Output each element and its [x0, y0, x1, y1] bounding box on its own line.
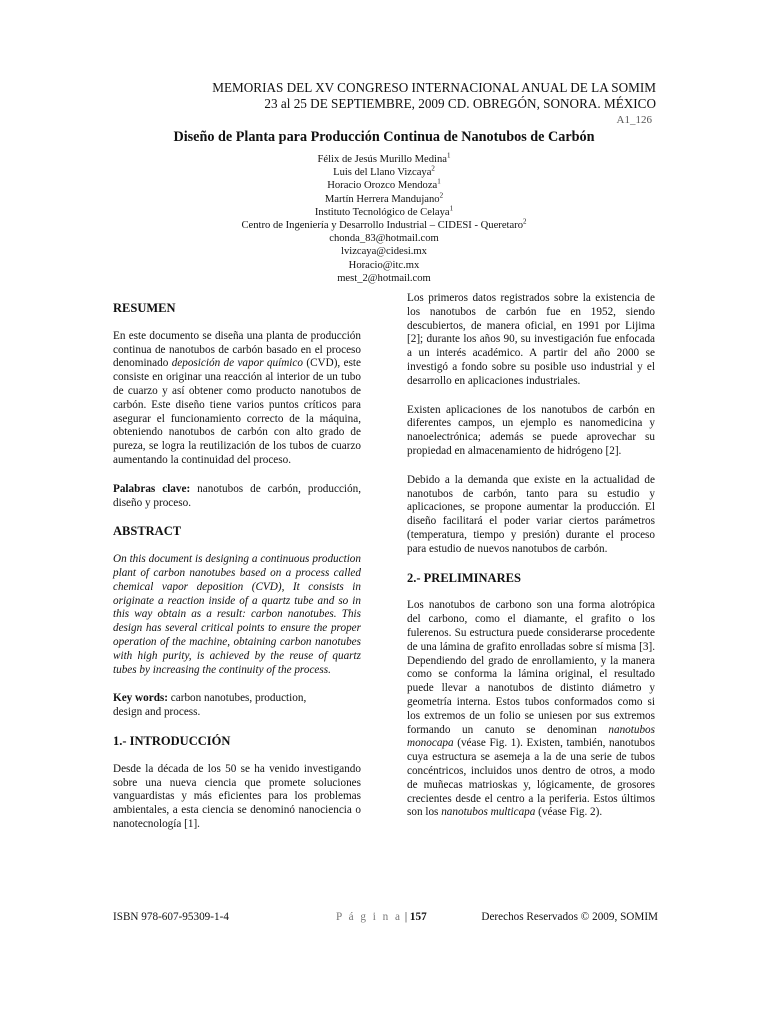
palabras-clave: Palabras clave: nanotubos de carbón, producción, diseño y proceso. — [113, 482, 361, 509]
paper-title: Diseño de Planta para Producción Continua de Nanotubos de Carbón — [173, 129, 595, 145]
conference-header — [212, 80, 656, 112]
introduccion-heading: 1.- INTRODUCCIÓN — [113, 733, 231, 748]
email-3: Horacio@itc.mx — [348, 259, 420, 271]
author-block — [0, 153, 768, 285]
right-paragraph-3: Debido a la demanda que existe en la actualidad de nanotubos de carbón, tanto para su estudio y aplicaciones, se propone aumentar la producción. El diseño facilitará el poder variar ciertos parámetros (temperatura, tiempo y presión) durante el proceso para estudio de nuevos nanotubos de carbón. — [407, 473, 655, 555]
email-1: chonda_83@hotmail.com — [329, 233, 439, 245]
affiliation-1: Instituto Tecnológico de Celaya$^1$ — [314, 204, 454, 218]
email-4: mest_2@hotmail.com — [337, 272, 431, 284]
resumen-paragraph: En este documento se diseña una planta de producción continua de nanotubos de carbón basado en el proceso denominado deposición de vapor químico (CVD), este consiste en originar una reacción al interior de un tubo de cuarzo y así obtener como producto nanotubos de carbón. Este diseño tiene varios puntos críticos para asegurar el funcionamiento correcto de la máquina, obteniendo nanotubos de carbón con alto grado de pureza, se logra la reutilización de los tubos de cuarzo aumentando la continuidad del proceso. — [113, 329, 361, 466]
author-2: Luis del Llano Vizcaya$^2$ — [333, 164, 435, 179]
affiliation-2: Centro de Ingeniería y Desarrollo Industrial – CIDESI - Queretaro$^2$ — [241, 217, 527, 232]
resumen-heading: RESUMEN — [113, 301, 176, 315]
copyright: Derechos Reservados © 2009, SOMIM — [481, 911, 658, 923]
author-4: Martín Herrera Mandujano$^2$ — [324, 191, 444, 205]
abstract-paragraph: On this document is designing a continuous production plant of carbon nanotubes based on a process called chemical vapor deposition (CVD), It consists in originate a reaction inside of a quartz tube and so in this way obtain as a result: carbon nanotubes. This design has several critical points to ensure the proper operation of the machine, obtaining carbon nanotubes with high purity, is achieved by the reuse of quartz tubes by increasing the continuity of the process. — [113, 553, 361, 676]
right-paragraph-1: Los primeros datos registrados sobre la existencia de los nanotubos de carbón fue en 1952, siendo descubiertos, de manera oficial, en 1991 por Lijima [2]; durante los años 90, su investigación fue enfocada a un interés académico. A partir del año 2000 se investigó a fondo sobre su posible uso industrial y el desarrollo en aplicaciones industriales. — [407, 292, 655, 387]
conference-title: MEMORIAS DEL XV CONGRESO INTERNACIONAL ANUAL DE LA SOMIM — [212, 80, 656, 95]
preliminares-paragraph: Los nanotubos de carbono son una forma alotrópica del carbono, como el diamante, el grafito o los fulerenos. Su estructura puede considerarse procedente de una lámina de grafito enrolladas sobre sí misma [3]. Dependiendo del grado de enrollamiento, y la manera como se conforma la lámina original, el resultado puede llevar a nanotubos de distinto diámetro y geometría interna. Estos tubos conformados como si los extremos de un folio se uniesen por sus extremos formando un canuto se denominan nanotubos monocapa (véase Fig. 1). Existen, también, nanotubos cuya estructura se asemeja a la de una serie de tubos concéntricos, incluidos unos dentro de otros, a modo de muñecas matrioskas y, lógicamente, de grosores crecientes desde el centro a la periferia. Estos últimos son los nanotubos multicapa (véase Fig. 2). — [407, 599, 655, 819]
introduccion-paragraph: Desde la década de los 50 se ha venido investigando sobre una nueva ciencia que promete soluciones vanguardistas y más eficientes para los problemas ambientales, a esta ciencia se denominó nanociencia o nanotecnología [1]. — [113, 762, 361, 830]
paper-code: A1_126 — [616, 114, 652, 126]
key-words: Key words: carbon nanotubes, production, design and process. — [113, 692, 307, 719]
page-number: 157 — [409, 911, 427, 923]
isbn: ISBN 978-607-95309-1-4 — [113, 911, 229, 923]
right-column — [407, 292, 655, 835]
preliminares-heading: 2.- PRELIMINARES — [407, 570, 521, 585]
right-paragraph-2: Existen aplicaciones de los nanotubos de carbón en diferentes campos, un ejemplo es nanomedicina y nanoelectrónica; además se puede aprovechar su propiedad en almacenamiento de hidrógeno [2]. — [407, 403, 655, 457]
conference-dates: 23 al 25 DE SEPTIEMBRE, 2009 CD. OBREGÓN, SONORA. MÉXICO — [264, 96, 656, 111]
left-column — [113, 292, 361, 847]
author-1: Félix de Jesús Murillo Medina$^1$ — [317, 151, 451, 165]
abstract-heading: ABSTRACT — [113, 524, 182, 539]
page-info: P á g i n a | 157 — [336, 911, 427, 923]
author-3: Horacio Orozco Mendoza$^1$ — [327, 177, 441, 192]
email-2: lvizcaya@cidesi.mx — [341, 246, 427, 258]
